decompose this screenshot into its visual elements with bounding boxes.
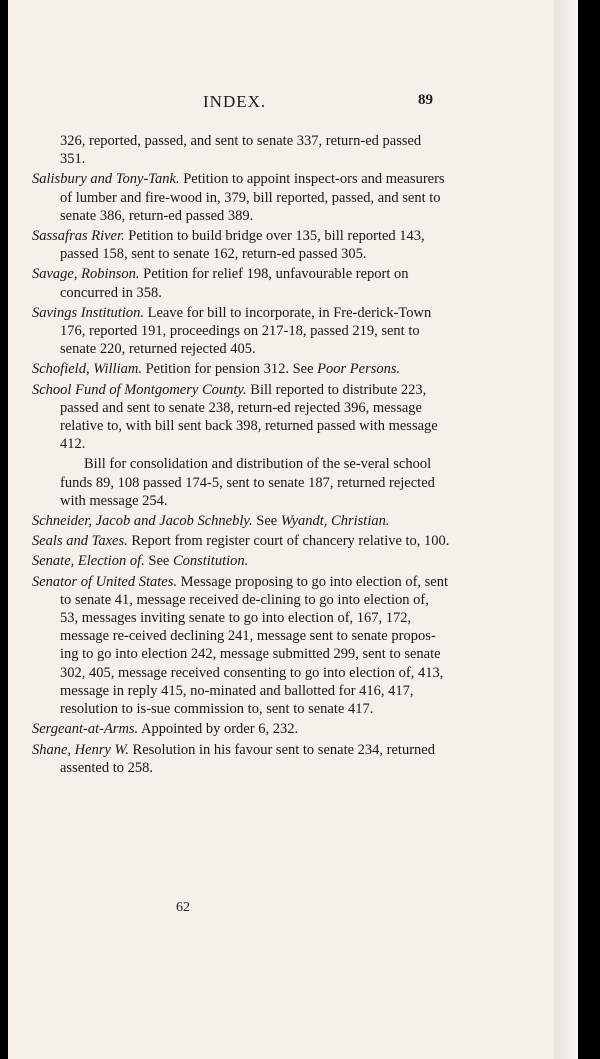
index-subentry: Bill for consolidation and distribution of the se-veral school funds 89, 108 passed 174-5, sent to senate 187, returned rejected with message 254. bbox=[60, 456, 435, 509]
entry-heading: Schofield, William. bbox=[32, 361, 142, 378]
index-entry: Shane, Henry W. Resolution in his favour sent to senate 234, returned assented to 258. bbox=[32, 741, 435, 776]
index-entry: Seals and Taxes. Report from register court of chancery relative to, 100. bbox=[32, 533, 450, 550]
book-page bbox=[8, 0, 578, 1059]
page-edge bbox=[554, 0, 578, 1059]
index-entry: Schofield, William. Petition for pension 312. See Poor Persons. bbox=[32, 361, 401, 378]
entry-heading: Senate, Election of. bbox=[32, 553, 145, 570]
entry-heading: Seals and Taxes. bbox=[32, 533, 128, 550]
entry-heading: Schneider, Jacob and Jacob Schnebly. bbox=[32, 513, 253, 530]
index-entry: Salisbury and Tony-Tank. Petition to appoint inspect-ors and measurers of lumber and fire-wood in, 379, bill reported, passed, and sent to senate 386, return-ed passed 389. bbox=[32, 171, 445, 224]
index-entry: Senate, Election of. See Constitution. bbox=[32, 553, 249, 570]
entry-heading: Savage, Robinson. bbox=[32, 266, 140, 283]
entry-heading: Salisbury and Tony-Tank. bbox=[32, 171, 180, 188]
index-entry: Sergeant-at-Arms. Appointed by order 6, 232. bbox=[32, 721, 299, 738]
index-entry: Savings Institution. Leave for bill to incorporate, in Fre-derick-Town 176, reported 191, proceedings on 217-18, passed 219, sent to senate 220, returned rejected 405. bbox=[32, 304, 432, 358]
page-header bbox=[8, 92, 578, 116]
entry-heading: School Fund of Montgomery County. bbox=[32, 381, 247, 398]
entry-heading: Savings Institution. bbox=[32, 304, 144, 321]
page-number: 89 bbox=[418, 92, 433, 108]
index-entry: Sassafras River. Petition to build bridge over 135, bill reported 143, passed 158, sent to senate 162, return-ed passed 305. bbox=[32, 228, 425, 263]
entry-heading: Sergeant-at-Arms. bbox=[32, 721, 139, 738]
index-entry: Savage, Robinson. Petition for relief 198, unfavourable report on concurred in 358. bbox=[32, 266, 409, 301]
index-entry: 326, reported, passed, and sent to senate 337, return-ed passed 351. bbox=[60, 133, 422, 168]
entry-heading: Sassafras River. bbox=[32, 228, 125, 245]
index-entries bbox=[32, 132, 450, 779]
index-entry: School Fund of Montgomery County. Bill reported to distribute 223, passed and sent to senate 238, return-ed rejected 396, message relative to, with bill sent back 398, returned passed with message 412. bbox=[32, 381, 438, 453]
index-entry: Schneider, Jacob and Jacob Schnebly. See Wyandt, Christian. bbox=[32, 513, 390, 530]
running-title: INDEX. bbox=[203, 92, 267, 111]
signature-mark: 62 bbox=[176, 900, 190, 915]
entry-heading: Shane, Henry W. bbox=[32, 741, 129, 758]
index-entry: Senator of United States. Message proposing to go into election of, sent to senate 41, message received de-clining to go into election of, 53, messages inviting senate to go into election of, 167, 172, message re-ceived declining 241, message sent to senate propos-ing to go into election 242, message submitted 299, sent to senate 302, 405, message received consenting to go into election of, 413, message in reply 415, no-minated and ballotted for 416, 417, resolution to is-sue commission to, sent to senate 417. bbox=[32, 573, 449, 718]
entry-heading: Senator of United States. bbox=[32, 573, 177, 590]
